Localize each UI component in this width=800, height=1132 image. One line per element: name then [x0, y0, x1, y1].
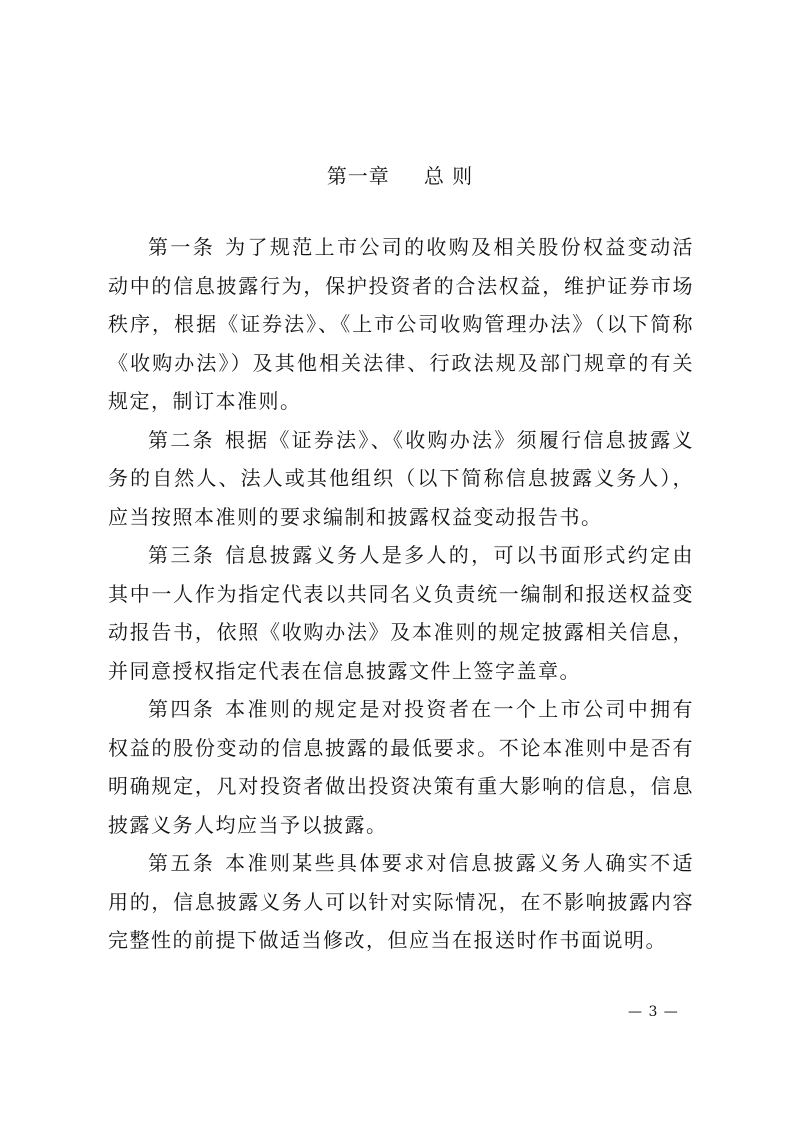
chapter-heading: [0, 162, 800, 190]
article-number: 第一条: [148, 235, 216, 259]
article-text: 本准则的规定是对投资者在一个上市公司中拥有权益的股份变动的信息披露的最低要求。不论本准则中是否有明确规定，凡对投资者做出投资决策有重大影响的信息，信息披露义务人均应当予以披露。: [108, 697, 695, 837]
chapter-title: 总 则: [423, 164, 474, 188]
article-text: 本准则某些具体要求对信息披露义务人确实不适用的，信息披露义务人可以针对实际情况，在不影响披露内容完整性的前提下做适当修改，但应当在报送时作书面说明。: [108, 851, 695, 952]
article-3: [108, 536, 694, 690]
article-4: [108, 690, 694, 844]
article-text: 根据《证券法》、《收购办法》须履行信息披露义务的自然人、法人或其他组织（以下简称信息披露义务人），应当按照本准则的要求编制和披露权益变动报告书。: [108, 427, 694, 529]
article-number: 第二条: [148, 427, 215, 452]
document-body: [108, 228, 694, 960]
article-number: 第五条: [148, 851, 216, 875]
article-text: 信息披露义务人是多人的，可以书面形式约定由其中一人作为指定代表以共同名义负责统一编制和报送权益变动报告书，依照《收购办法》及本准则的规定披露相关信息，并同意授权指定代表在信息披露文件上签字盖章。: [108, 543, 695, 683]
article-5: [108, 844, 694, 960]
article-number: 第四条: [148, 697, 216, 721]
article-2: [108, 421, 694, 537]
article-1: [108, 228, 694, 421]
page-number: — 3 —: [628, 1004, 679, 1020]
article-number: 第三条: [148, 543, 216, 567]
article-text: 为了规范上市公司的收购及相关股份权益变动活动中的信息披露行为，保护投资者的合法权益，维护证券市场秩序，根据《证券法》、《上市公司收购管理办法》（以下简称《收购办法》）及其他相关法律、行政法规及部门规章的有关规定，制订本准则。: [108, 235, 695, 413]
chapter-number: 第一章: [326, 164, 390, 188]
